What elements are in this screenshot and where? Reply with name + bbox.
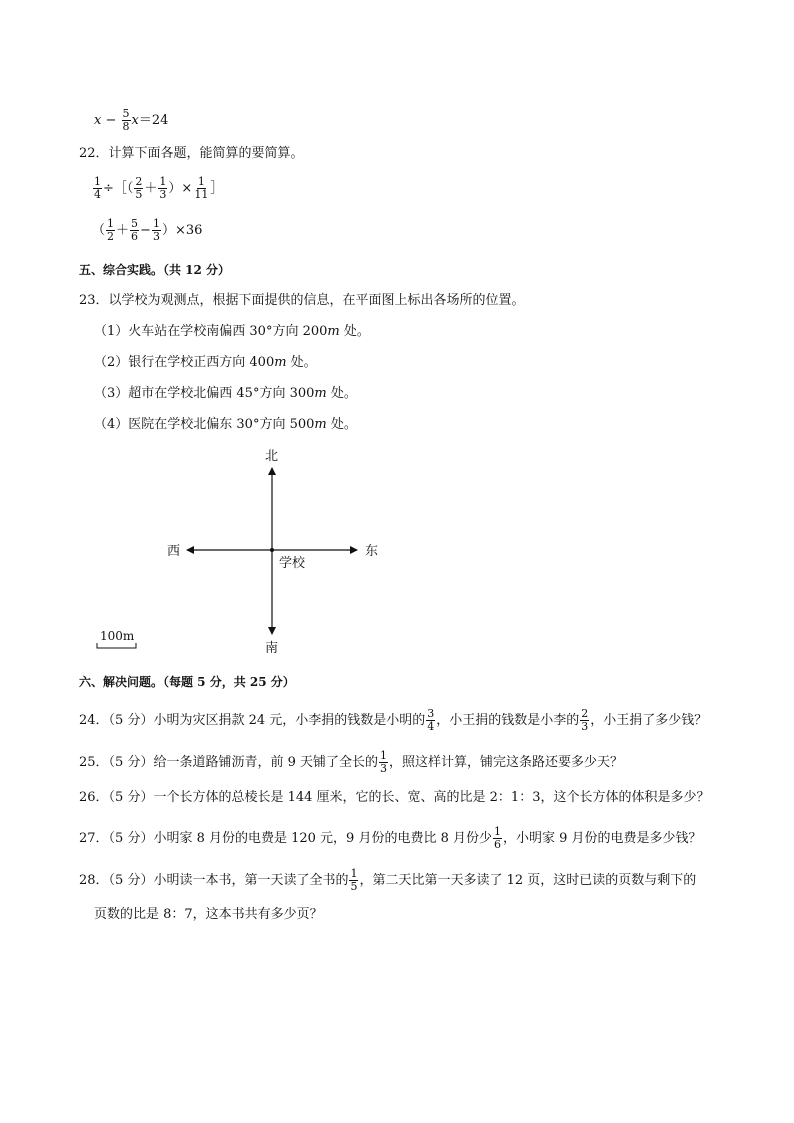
section-6-heading: 六、解决问题。（每题 5 分，共 25 分）	[79, 675, 295, 689]
question-27: 27．（5 分）小明家 8 月份的电费是 120 元，9 月份的电费比 8 月份少 $\frac{1}{6}$ ，小明家 9 月份的电费是多少钱？	[79, 825, 702, 851]
question-28: 28．（5 分）小明读一本书，第一天读了全书的 $\frac{1}{5}$ ，第二天比第一天多读了 12 页，这时已读的页数与剩下的	[79, 867, 697, 893]
question-23-title: 23．以学校为观测点，根据下面提供的信息，在平面图上标出各场所的位置。	[79, 293, 525, 308]
question-24: 24．（5 分）小明为灾区捐款 24 元，小李捐的钱数是小明的 $\frac{3}{4}$ ，小王捐的钱数是小李的 $\frac{2}{3}$ ，小王捐了多少钱？	[79, 707, 708, 733]
variable-x: x	[131, 113, 139, 128]
question-22-expression-1: $\frac{1}{4}$ ÷［（ $\frac{2}{5}$ ＋ $\frac{1}{3}$ ）× $\frac{1}{11}$ ］	[94, 175, 224, 201]
question-23-item-3: （3）超市在学校北偏西 45°方向 300m 处。	[94, 386, 357, 401]
fraction: $\frac{1}{11}$	[194, 175, 209, 201]
fraction: $\frac{1}{3}$	[152, 217, 160, 243]
question-26: 26．（5 分）一个长方体的总棱长是 144 厘米，它的长、宽、高的比是 2：1：3，这个长方体的体积是多少？	[79, 790, 710, 805]
question-22-expression-2: （ $\frac{1}{2}$ ＋ $\frac{5}{6}$ − $\frac{1}{3}$ ）×36	[92, 217, 203, 243]
scale-label: 100m	[100, 629, 135, 643]
north-label: 北	[265, 449, 279, 464]
fraction: $\frac{1}{4}$	[94, 175, 101, 201]
fraction: $\frac{5}{8}$	[122, 107, 130, 133]
fraction: $\frac{1}{3}$	[379, 749, 387, 775]
compass-diagram	[0, 440, 794, 665]
question-23-item-1: （1）火车站在学校南偏西 30°方向 200m 处。	[94, 324, 370, 339]
minus-sign: −	[105, 113, 117, 128]
fraction: $\frac{1}{2}$	[107, 217, 115, 243]
variable-x: x	[94, 113, 102, 128]
question-22-title: 22．计算下面各题，能简算的要简算。	[79, 146, 304, 161]
school-point	[270, 548, 274, 552]
fraction: $\frac{5}{6}$	[131, 217, 139, 243]
west-label: 西	[167, 544, 181, 559]
fraction: $\frac{1}{6}$	[494, 825, 501, 851]
question-23-item-4: （4）医院在学校北偏东 30°方向 500m 处。	[94, 417, 357, 432]
fraction: $\frac{1}{3}$	[159, 175, 167, 201]
section-5-heading: 五、综合实践。（共 12 分）	[79, 263, 231, 277]
question-28-continuation: 页数的比是 8：7，这本书共有多少页？	[94, 907, 323, 922]
equation-rhs: ＝24	[138, 113, 169, 128]
question-23-item-2: （2）银行在学校正西方向 400m 处。	[94, 355, 317, 370]
scale-bar	[97, 643, 136, 648]
question-25: 25．（5 分）给一条道路铺沥青，前 9 天铺了全长的 $\frac{1}{3}$ ，照这样计算，铺完这条路还要多少天？	[79, 749, 623, 775]
fraction: $\frac{2}{3}$	[581, 707, 589, 733]
school-label: 学校	[279, 556, 306, 571]
fraction: $\frac{2}{5}$	[135, 175, 143, 201]
fraction: $\frac{3}{4}$	[427, 707, 435, 733]
equation-line	[94, 108, 168, 133]
east-label: 东	[365, 544, 379, 559]
fraction: $\frac{1}{5}$	[350, 867, 358, 893]
south-label: 南	[265, 641, 279, 656]
